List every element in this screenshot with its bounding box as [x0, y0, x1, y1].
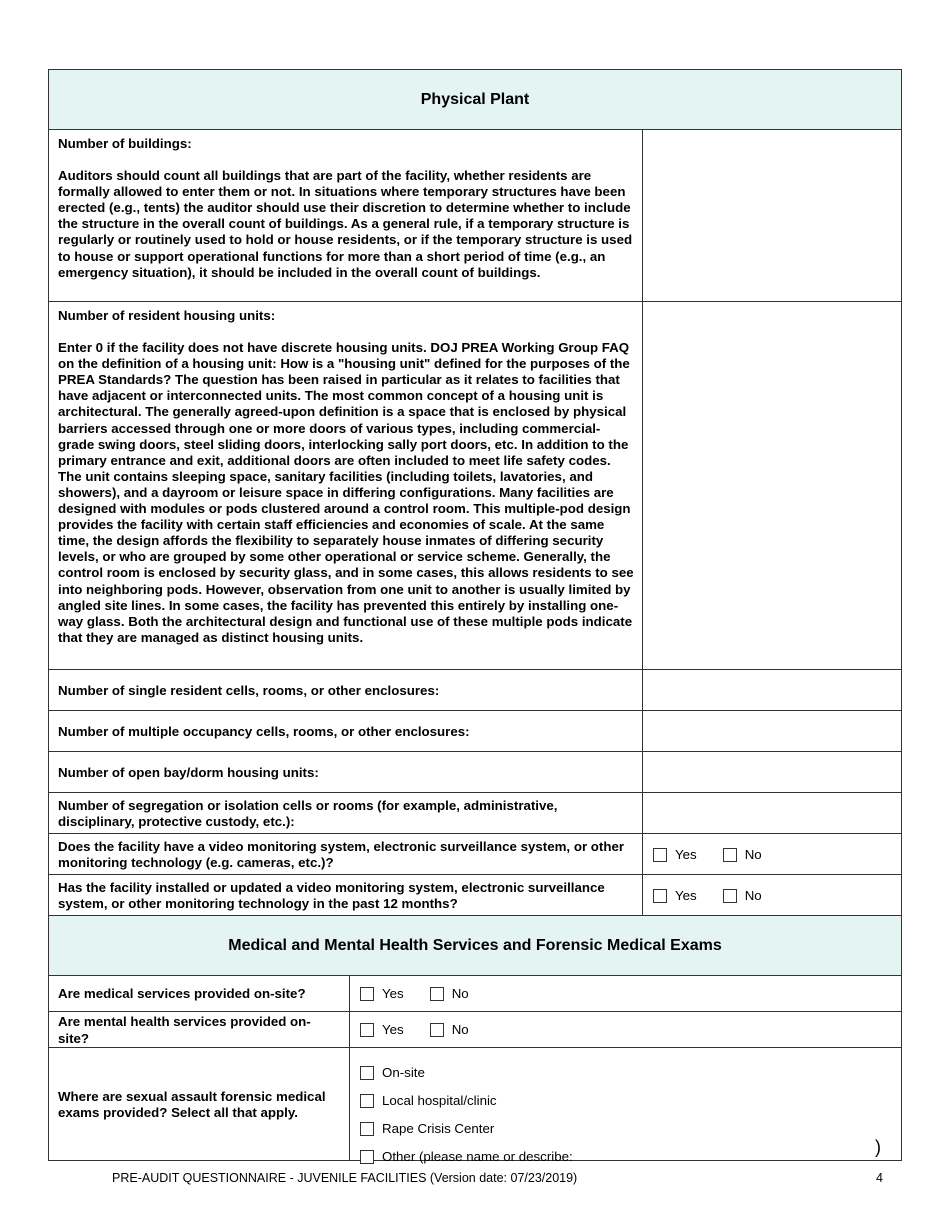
checkbox-yes[interactable] [360, 987, 374, 1001]
row-medical-onsite [48, 976, 902, 1012]
question-buildings [49, 130, 643, 301]
question-title: Number of resident housing units: [58, 308, 276, 323]
question-video-monitoring [49, 834, 643, 874]
option-label: No [744, 887, 762, 903]
option-label: Rape Crisis Center [382, 1121, 495, 1136]
option-no[interactable] [723, 847, 762, 862]
checkbox-no[interactable] [723, 848, 737, 862]
row-segregation [48, 793, 902, 834]
other-close-paren: ) [875, 1137, 881, 1157]
option-onsite[interactable] [360, 1052, 891, 1080]
question-video-updated [49, 875, 643, 915]
question-text: Are mental health services provided on-site? [58, 1014, 311, 1046]
row-open-bay [48, 752, 902, 793]
question-single-cells [49, 670, 643, 710]
checkbox-no[interactable] [430, 987, 444, 1001]
answer-multi-cells-field[interactable] [643, 711, 901, 751]
option-no[interactable] [430, 1022, 469, 1037]
answer-video-monitoring [643, 834, 901, 874]
checkbox-onsite[interactable] [360, 1066, 374, 1080]
checkbox-no[interactable] [430, 1023, 444, 1037]
checkbox-yes[interactable] [653, 848, 667, 862]
checkbox-no[interactable] [723, 889, 737, 903]
question-text: Number of open bay/dorm housing units: [58, 764, 319, 780]
section-header-medical [48, 916, 902, 976]
answer-buildings-field[interactable] [643, 130, 901, 301]
row-mental-onsite [48, 1012, 902, 1048]
option-rape-crisis-center[interactable] [360, 1108, 891, 1136]
checkbox-yes[interactable] [360, 1023, 374, 1037]
option-no[interactable] [430, 986, 469, 1001]
row-housing-units [48, 302, 902, 670]
option-label: Yes [382, 1022, 404, 1037]
question-segregation [49, 793, 643, 833]
option-yes[interactable] [653, 847, 697, 862]
option-label: On-site [382, 1065, 425, 1080]
question-housing-units [49, 302, 643, 669]
option-label: Local hospital/clinic [382, 1093, 497, 1108]
questionnaire-form [48, 69, 902, 1164]
option-yes[interactable] [360, 986, 404, 1001]
option-other[interactable] [360, 1136, 891, 1164]
option-label: Yes [675, 846, 697, 862]
question-text: Where are sexual assault forensic medical exams provided? Select all that apply. [58, 1088, 326, 1120]
checkbox-local-hospital[interactable] [360, 1094, 374, 1108]
answer-forensic-exams [350, 1048, 901, 1164]
question-text: Are medical services provided on-site? [58, 986, 306, 1002]
question-open-bay [49, 752, 643, 792]
answer-segregation-field[interactable] [643, 793, 901, 833]
question-forensic-exams [49, 1048, 350, 1160]
answer-video-updated [643, 875, 901, 915]
question-text: Number of single resident cells, rooms, or other enclosures: [58, 682, 440, 698]
option-label: Other (please name or describe: [382, 1149, 573, 1164]
section-title: Medical and Mental Health Services and Forensic Medical Exams [228, 936, 722, 954]
answer-medical-onsite [350, 976, 901, 1011]
answer-open-bay-field[interactable] [643, 752, 901, 792]
question-text: Has the facility installed or updated a video monitoring system, electronic surveillance system, or other monitoring technology in the past 12 months? [58, 879, 605, 911]
checkbox-other[interactable] [360, 1150, 374, 1164]
question-body: Auditors should count all buildings that are part of the facility, whether residents are formally allowed to enter them or not. In situations where temporary structures have been erected (e.g., tents) the auditor should use their discretion to determine whether to include the structure in the overall count of buildings. As a general rule, if a temporary structure is regularly or routinely used to hold or house residents, or if the temporary structure is used to house or support operational functions for more than a short period of time (e.g., an emergency situation), it should be included in the overall count of buildings. [58, 168, 633, 280]
question-text: Number of segregation or isolation cells or rooms (for example, administrative, disciplinary, protective custody, etc.): [58, 797, 558, 829]
page-number: 4 [876, 1171, 883, 1185]
option-no[interactable] [723, 888, 762, 903]
row-video-monitoring [48, 834, 902, 875]
option-label: Yes [675, 887, 697, 903]
question-multi-cells [49, 711, 643, 751]
answer-housing-units-field[interactable] [643, 302, 901, 669]
question-text: Number of multiple occupancy cells, rooms, or other enclosures: [58, 723, 470, 739]
option-yes[interactable] [653, 888, 697, 903]
answer-single-cells-field[interactable] [643, 670, 901, 710]
row-multi-cells [48, 711, 902, 752]
checkbox-yes[interactable] [653, 889, 667, 903]
section-title: Physical Plant [420, 90, 530, 108]
question-text: Does the facility have a video monitoring system, electronic surveillance system, or other monitoring technology (e.g. cameras, etc.)? [58, 838, 625, 870]
row-video-updated [48, 875, 902, 916]
checkbox-rape-crisis-center[interactable] [360, 1122, 374, 1136]
option-label: No [451, 986, 469, 1001]
option-yes[interactable] [360, 1022, 404, 1037]
option-local-hospital[interactable] [360, 1080, 891, 1108]
answer-mental-onsite [350, 1012, 901, 1047]
option-label: Yes [382, 986, 404, 1001]
option-label: No [451, 1022, 469, 1037]
row-single-cells [48, 670, 902, 711]
section-header-physical-plant [48, 69, 902, 130]
question-body: Enter 0 if the facility does not have discrete housing units. DOJ PREA Working Group FAQ on the definition of a housing unit: How is a "housing unit" defined for the purposes of the PREA Standards? The question has been raised in particular as it relates to facilities that have adjacent or interconnected units. The most common concept of a housing unit is architectural. The generally agreed-upon definition is a space that is enclosed by physical barriers accessed through one or more doors of various types, including commercial-grade swing doors, steel sliding doors, interlocking sally port doors, etc. In addition to the primary entrance and exit, additional doors are often included to meet life safety codes. The unit contains sleeping space, sanitary facilities (including toilets, lavatories, and showers), and a dayroom or leisure space in differing configurations. Many facilities are designed with modules or pods clustered around a control room. This multiple-pod design provides the facility with certain staff efficiencies and economies of scale. At the same time, the design affords the flexibility to separately house inmates of differing security levels, or who are grouped by some other operational or service scheme. Generally, the control room is enclosed by security glass, and in some cases, this allows residents to see into neighboring pods. However, observation from one unit to another is usually limited by angled site lines. In some cases, the facility has prevented this entirely by installing one-way glass. Both the architectural design and functional use of these multiple pods indicate that they are managed as distinct housing units. [58, 340, 634, 645]
option-label: No [744, 846, 762, 862]
question-medical-onsite [49, 976, 350, 1011]
question-mental-onsite [49, 1012, 350, 1047]
question-title: Number of buildings: [58, 136, 192, 151]
footer-text: PRE-AUDIT QUESTIONNAIRE - JUVENILE FACILITIES (Version date: 07/23/2019) [112, 1171, 578, 1185]
row-forensic-exams [48, 1048, 902, 1164]
row-buildings [48, 130, 902, 302]
